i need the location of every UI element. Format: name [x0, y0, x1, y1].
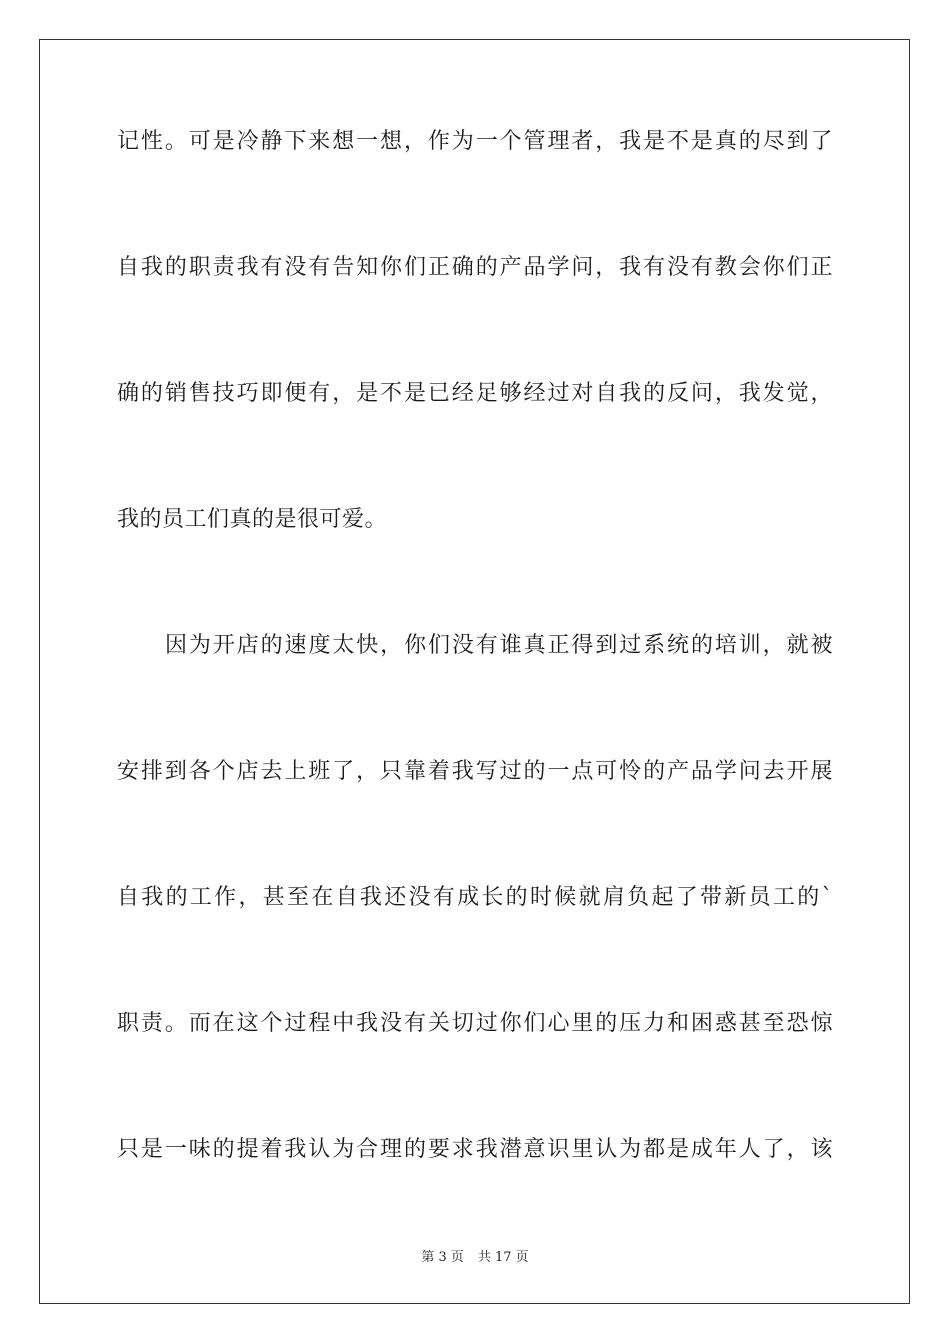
text-line-3: 确的销售技巧即便有，是不是已经足够经过对自我的反问，我发觉，: [117, 381, 833, 406]
text-line-1: 记性。可是冷静下来想一想，作为一个管理者，我是不是真的尽到了: [117, 129, 833, 154]
text-line-7: 自我的工作，甚至在自我还没有成长的时候就肩负起了带新员工的`: [117, 885, 833, 910]
text-line-8: 职责。而在这个过程中我没有关切过你们心里的压力和困惑甚至恐惊: [117, 1011, 833, 1036]
text-line-5: 因为开店的速度太快，你们没有谁真正得到过系统的培训，就被: [165, 633, 833, 658]
page-number: 第 3 页: [421, 1250, 464, 1265]
text-line-4: 我的员工们真的是很可爱。: [117, 507, 388, 532]
text-line-6: 安排到各个店去上班了，只靠着我写过的一点可怜的产品学问去开展: [117, 759, 833, 784]
page-footer: [0, 1246, 950, 1265]
text-line-2: 自我的职责我有没有告知你们正确的产品学问，我有没有教会你们正: [117, 255, 833, 280]
page-total: 共 17 页: [477, 1250, 529, 1265]
document-body: [117, 122, 833, 1170]
text-line-9: 只是一味的提着我认为合理的要求我潜意识里认为都是成年人了，该: [117, 1137, 833, 1162]
